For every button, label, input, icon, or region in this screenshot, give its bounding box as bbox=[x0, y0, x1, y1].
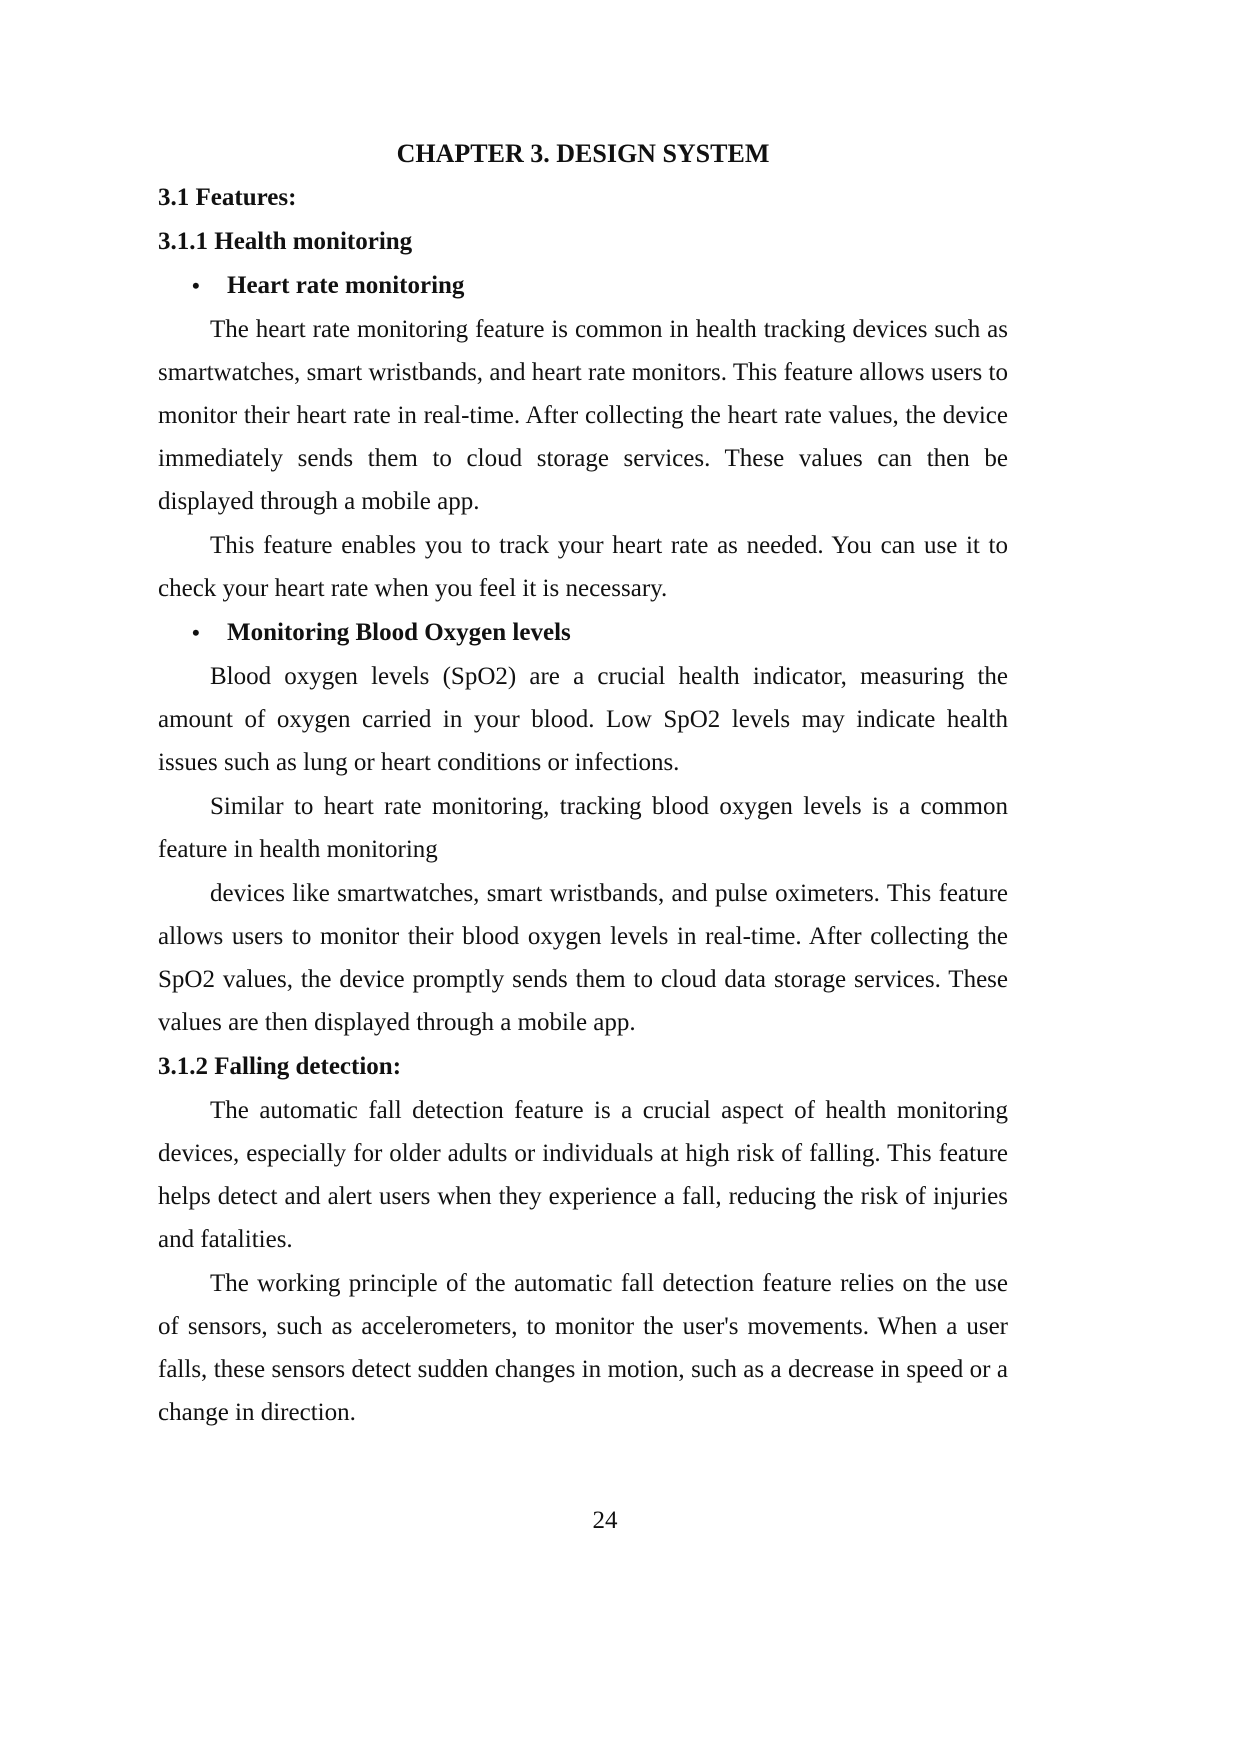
bullet-item-heart-rate bbox=[158, 264, 1008, 307]
paragraph-blood-oxygen-3: devices like smartwatches, smart wristbands, and pulse oximeters. This feature allows users to monitor their blood oxygen levels in real-time. After collecting the SpO2 values, the device promptly sends them to cloud data storage services. These values are then displayed through a mobile app. bbox=[158, 880, 1008, 1036]
paragraph-heart-rate-2: This feature enables you to track your heart rate as needed. You can use it to check your heart rate when you feel it is necessary. bbox=[158, 532, 1008, 602]
bullet-icon: • bbox=[192, 273, 200, 298]
paragraph-heart-rate-1: The heart rate monitoring feature is common in health tracking devices such as smartwatches, smart wristbands, and heart rate monitors. This feature allows users to monitor their heart rate in real-time. After collecting the heart rate values, the device immediately sends them to cloud storage services. These values can then be displayed through a mobile app. bbox=[158, 316, 1008, 515]
bullet-item-blood-oxygen bbox=[158, 611, 1008, 654]
page-number: 24 bbox=[592, 1507, 618, 1534]
bullet-label-blood-oxygen: Monitoring Blood Oxygen levels bbox=[227, 619, 571, 646]
bullet-label-heart-rate: Heart rate monitoring bbox=[227, 272, 465, 299]
paragraph-falling-2: The working principle of the automatic fall detection feature relies on the use of sensors, such as accelerometers, to monitor the user's movements. When a user falls, these sensors detect sudden changes in motion, such as a decrease in speed or a change in direction. bbox=[158, 1270, 1008, 1426]
paragraph-blood-oxygen-2: Similar to heart rate monitoring, tracking blood oxygen levels is a common feature in health monitoring bbox=[158, 793, 1008, 863]
section-heading-features: 3.1 Features: bbox=[158, 184, 297, 211]
paragraph-falling-1: The automatic fall detection feature is a crucial aspect of health monitoring devices, especially for older adults or individuals at high risk of falling. This feature helps detect and alert users when they experience a fall, reducing the risk of injuries and fatalities. bbox=[158, 1097, 1008, 1253]
subsection-heading-falling-detection: 3.1.2 Falling detection: bbox=[158, 1053, 402, 1080]
chapter-title: CHAPTER 3. DESIGN SYSTEM bbox=[396, 139, 770, 168]
paragraph-blood-oxygen-1: Blood oxygen levels (SpO2) are a crucial health indicator, measuring the amount of oxygen carried in your blood. Low SpO2 levels may indicate health issues such as lung or heart conditions or infections. bbox=[158, 663, 1008, 776]
bullet-icon: • bbox=[192, 620, 200, 645]
subsection-heading-health-monitoring: 3.1.1 Health monitoring bbox=[158, 228, 413, 255]
